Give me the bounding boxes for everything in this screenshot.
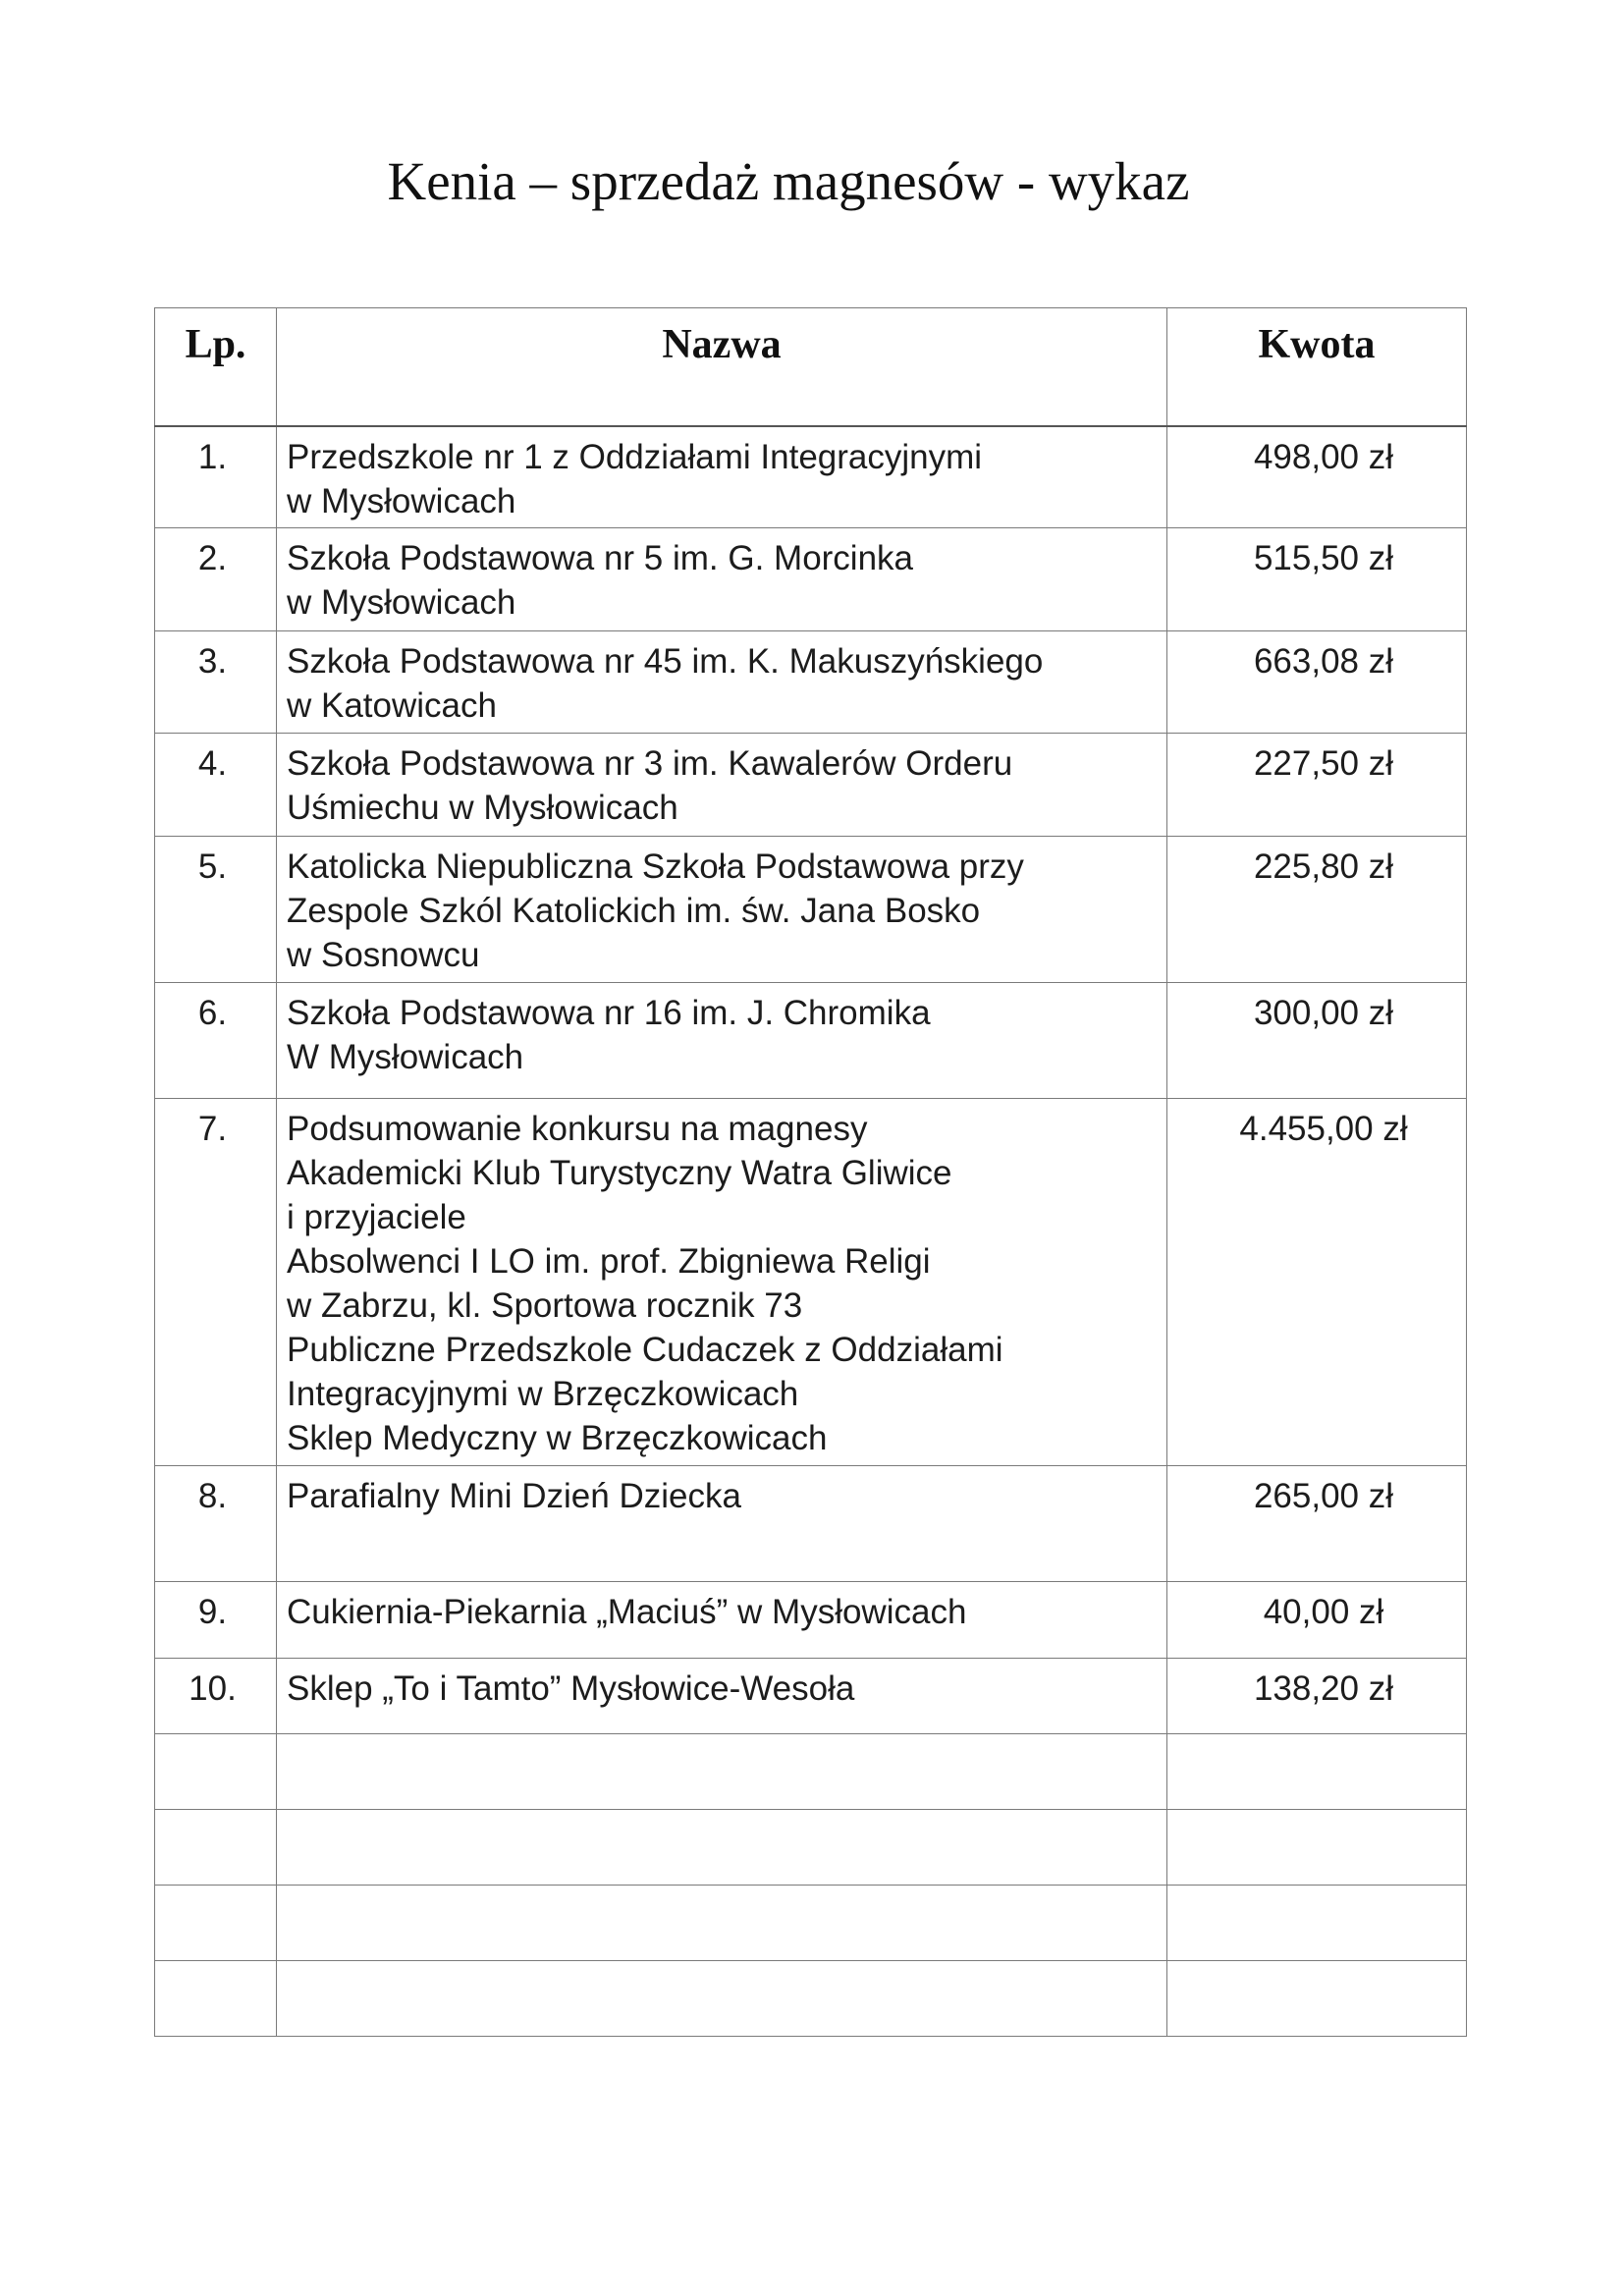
row-name: Parafialny Mini Dzień Dziecka	[277, 1466, 1167, 1582]
table-row	[155, 1099, 1467, 1466]
row-amount: 227,50 zł	[1167, 734, 1467, 837]
row-number: 6.	[155, 983, 277, 1099]
empty-cell	[155, 1734, 277, 1810]
empty-cell	[1167, 1810, 1467, 1886]
row-name: Szkoła Podstawowa nr 16 im. J. Chromika W Mysłowicach	[277, 983, 1167, 1099]
row-number: 10.	[155, 1659, 277, 1734]
empty-cell	[155, 1810, 277, 1886]
header-name: Nazwa	[277, 308, 1167, 426]
row-name: Sklep „To i Tamto” Mysłowice-Wesoła	[277, 1659, 1167, 1734]
table-row	[155, 528, 1467, 631]
row-name: Szkoła Podstawowa nr 45 im. K. Makuszyńskiego w Katowicach	[277, 631, 1167, 734]
table-row	[155, 983, 1467, 1099]
row-number: 1.	[155, 426, 277, 528]
row-amount: 138,20 zł	[1167, 1659, 1467, 1734]
table-row	[155, 837, 1467, 983]
table-row	[155, 426, 1467, 528]
page-title: Kenia – sprzedaż magnesów - wykaz	[387, 151, 1190, 211]
row-name: Przedszkole nr 1 z Oddziałami Integracyjnymi w Mysłowicach	[277, 426, 1167, 528]
row-amount: 300,00 zł	[1167, 983, 1467, 1099]
table-row	[155, 1659, 1467, 1734]
empty-cell	[277, 1886, 1167, 1961]
row-name: Szkoła Podstawowa nr 5 im. G. Morcinka w Mysłowicach	[277, 528, 1167, 631]
table-row	[155, 1582, 1467, 1659]
row-amount: 40,00 zł	[1167, 1582, 1467, 1659]
empty-cell	[277, 1810, 1167, 1886]
empty-cell	[1167, 1734, 1467, 1810]
row-amount: 515,50 zł	[1167, 528, 1467, 631]
table-row	[155, 734, 1467, 837]
sales-table	[154, 307, 1467, 2037]
header-lp: Lp.	[155, 308, 277, 426]
empty-table-row	[155, 1961, 1467, 2037]
empty-cell	[1167, 1961, 1467, 2037]
row-number: 8.	[155, 1466, 277, 1582]
empty-cell	[155, 1886, 277, 1961]
row-name: Katolicka Niepubliczna Szkoła Podstawowa przy Zespole Szkól Katolickich im. św. Jana Bosko w Sosnowcu	[277, 837, 1167, 983]
row-number: 9.	[155, 1582, 277, 1659]
row-name: Podsumowanie konkursu na magnesy Akademicki Klub Turystyczny Watra Gliwice i przyjaciele Absolwenci I LO im. prof. Zbigniewa Religi w Zabrzu, kl. Sportowa rocznik 73 Publiczne Przedszkole Cudaczek z Oddziałami Integracyjnymi w Brzęczkowicach Sklep Medyczny w Brzęczkowicach	[277, 1099, 1167, 1466]
empty-table-row	[155, 1886, 1467, 1961]
row-amount: 265,00 zł	[1167, 1466, 1467, 1582]
row-name: Cukiernia-Piekarnia „Maciuś” w Mysłowicach	[277, 1582, 1167, 1659]
empty-cell	[1167, 1886, 1467, 1961]
table-header-row	[155, 308, 1467, 426]
row-name: Szkoła Podstawowa nr 3 im. Kawalerów Orderu Uśmiechu w Mysłowicach	[277, 734, 1167, 837]
header-amount: Kwota	[1167, 308, 1467, 426]
empty-cell	[277, 1961, 1167, 2037]
empty-table-row	[155, 1810, 1467, 1886]
row-number: 3.	[155, 631, 277, 734]
table-row	[155, 1466, 1467, 1582]
row-amount: 225,80 zł	[1167, 837, 1467, 983]
empty-table-row	[155, 1734, 1467, 1810]
empty-cell	[155, 1961, 277, 2037]
empty-cell	[277, 1734, 1167, 1810]
row-amount: 4.455,00 zł	[1167, 1099, 1467, 1466]
row-number: 4.	[155, 734, 277, 837]
row-number: 7.	[155, 1099, 277, 1466]
row-number: 2.	[155, 528, 277, 631]
row-amount: 498,00 zł	[1167, 426, 1467, 528]
row-number: 5.	[155, 837, 277, 983]
row-amount: 663,08 zł	[1167, 631, 1467, 734]
table-row	[155, 631, 1467, 734]
